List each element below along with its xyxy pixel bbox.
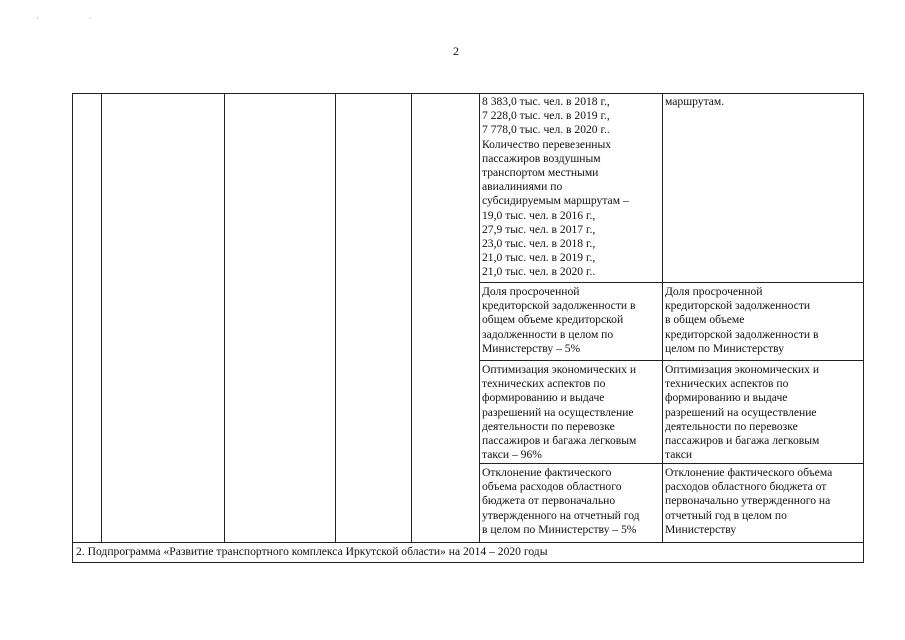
text-line: разрешений на осуществление <box>482 405 634 419</box>
text-line: такси – 96% <box>482 448 542 462</box>
table-top-border <box>72 93 864 94</box>
text-line: 7 778,0 тыс. чел. в 2020 г.. <box>482 123 610 137</box>
text-line: объема расходов областного <box>482 480 622 494</box>
text-line: 21,0 тыс. чел. в 2019 г., <box>482 251 596 265</box>
text-line: отчетный год в целом по <box>665 508 787 522</box>
cell-overdue-debt-target <box>479 285 663 356</box>
cell-passenger-indicators <box>479 95 663 280</box>
text-line: общем объеме кредиторской <box>482 313 624 327</box>
text-line: формированию и выдаче <box>482 391 605 405</box>
text-line: в целом по Министерству – 5% <box>482 522 637 536</box>
text-line: 7 228,0 тыс. чел. в 2019 г., <box>482 109 610 123</box>
text-line: Министерству – 5% <box>482 341 581 355</box>
scan-specks: · · <box>36 14 116 23</box>
text-line: деятельности по перевозке <box>665 419 798 433</box>
text-line: первоначально утвержденного на <box>665 494 831 508</box>
text-line: Оптимизация экономических и <box>665 363 820 376</box>
col-border-5 <box>411 93 412 543</box>
text-line: технических аспектов по <box>665 377 789 391</box>
cell-routes-continuation <box>662 95 864 109</box>
text-line: задолженности в целом по <box>482 327 614 341</box>
row-border-1 <box>479 282 864 283</box>
cell-overdue-debt-indicator <box>662 285 864 356</box>
text-line: кредиторской задолженности в <box>482 299 636 313</box>
text-line: Количество перевезенных <box>482 137 612 151</box>
page-number: 2 <box>453 44 459 58</box>
cell-budget-deviation-target <box>479 466 663 537</box>
row-border-2 <box>479 360 864 361</box>
text-line: маршрутам. <box>665 95 725 108</box>
text-line: технических аспектов по <box>482 377 606 391</box>
row-border-4 <box>72 542 864 543</box>
cell-taxi-permits-indicator <box>662 363 864 462</box>
text-line: разрешений на осуществление <box>665 405 817 419</box>
subprogram-heading: 2. Подпрограмма «Развитие транспортного комплекса Иркутской области» на 2014 – 2020 годы <box>76 545 548 558</box>
text-line: утвержденного на отчетный год <box>482 508 640 522</box>
text-line: Оптимизация экономических и <box>482 363 637 376</box>
cell-taxi-permits-target <box>479 363 663 462</box>
text-line: 27,9 тыс. чел. в 2017 г., <box>482 222 596 236</box>
table-bottom-border <box>72 562 864 563</box>
text-line: 23,0 тыс. чел. в 2018 г., <box>482 237 596 251</box>
text-line: бюджета от первоначально <box>482 494 616 508</box>
text-line: авиалиниями по <box>482 180 563 194</box>
col-border-4 <box>335 93 336 543</box>
cell-budget-deviation-indicator <box>662 466 864 537</box>
text-line: целом по Министерству <box>665 341 785 355</box>
col-border-3 <box>224 93 225 543</box>
text-line: пассажиров и багажа легковым <box>665 434 820 448</box>
text-line: кредиторской задолженности в <box>665 327 819 341</box>
text-line: деятельности по перевозке <box>482 419 615 433</box>
row-border-3 <box>479 463 864 464</box>
text-line: такси <box>665 448 693 462</box>
text-line: кредиторской задолженности <box>665 299 811 313</box>
text-line: 19,0 тыс. чел. в 2016 г., <box>482 208 596 222</box>
text-line: Отклонение фактического объема <box>665 466 833 479</box>
text-line: 8 383,0 тыс. чел. в 2018 г., <box>482 95 610 108</box>
text-line: Министерству <box>665 522 737 536</box>
col-border-1 <box>72 93 73 563</box>
text-line: расходов областного бюджета от <box>665 480 827 494</box>
text-line: Отклонение фактического <box>482 466 612 479</box>
text-line: пассажиров воздушным <box>482 151 601 165</box>
text-line: в общем объеме <box>665 313 745 327</box>
text-line: Доля просроченной <box>482 285 580 298</box>
text-line: субсидируемым маршрутам – <box>482 194 629 208</box>
text-line: Доля просроченной <box>665 285 763 298</box>
text-line: формированию и выдаче <box>665 391 788 405</box>
text-line: пассажиров и багажа легковым <box>482 434 637 448</box>
text-line: транспортом местными <box>482 166 599 180</box>
col-border-2 <box>101 93 102 543</box>
text-line: 21,0 тыс. чел. в 2020 г.. <box>482 265 596 279</box>
